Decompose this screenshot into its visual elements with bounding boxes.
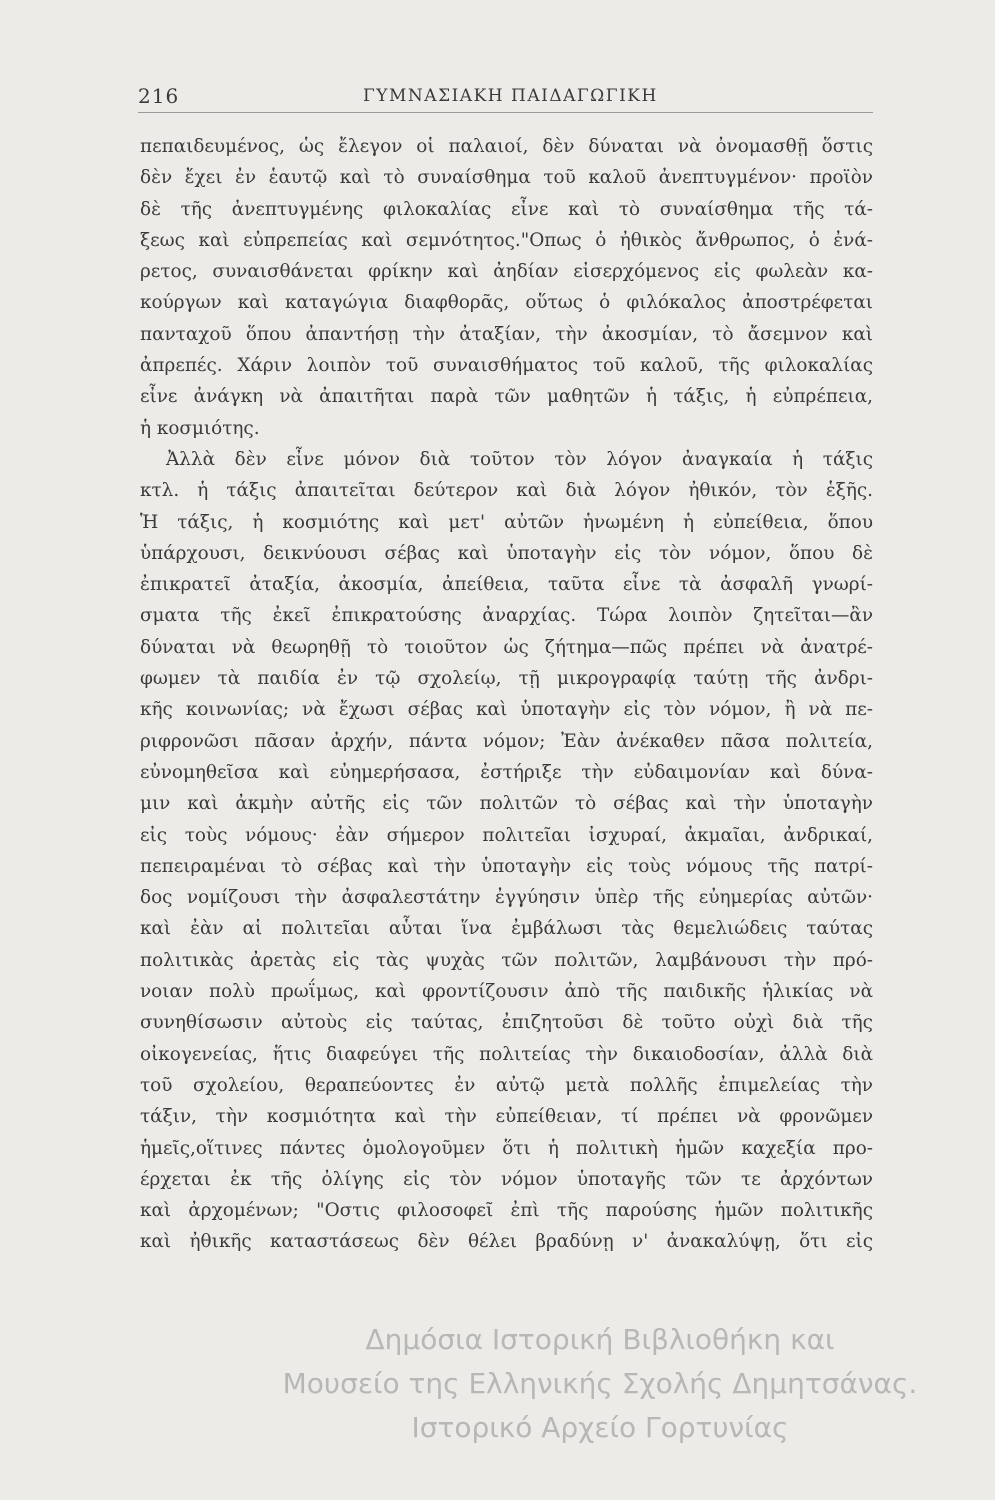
text-line: δὲ τῆς ἀνεπτυγμένης φιλοκαλίας εἶνε καὶ τὸ συναίσθημα τῆς τά- — [140, 198, 873, 220]
watermark-line: Μουσείο της Ελληνικής Σχολής Δημητσάνας. — [282, 1367, 918, 1400]
text-line: εὐνομηθεῖσα καὶ εὐημερήσασα, ἐστήριξε τὴν εὐδαιμονίαν καὶ δύνα- — [140, 761, 873, 783]
text-line: πανταχοῦ ὅπου ἀπαντήσῃ τὴν ἀταξίαν, τὴν ἀκοσμίαν, τὸ ἄσεμνον καὶ — [140, 323, 873, 345]
library-watermark — [220, 1318, 980, 1450]
text-line: Ἡ τάξις, ἡ κοσμιότης καὶ μετ' αὐτῶν ἡνωμένη ἡ εὐπείθεια, ὅπου — [140, 511, 873, 533]
text-line: ἀπρεπές. Χάριν λοιπὸν τοῦ συναισθήματος τοῦ καλοῦ, τῆς φιλοκαλίας — [140, 355, 873, 377]
text-line: έρχεται ἐκ τῆς ὀλίγης εἰς τὸν νόμον ὑποταγῆς τῶν τε ἀρχόντων — [140, 1168, 873, 1190]
text-line: κούργων καὶ καταγώγια διαφθορᾶς, οὕτως ὁ φιλόκαλος ἀποστρέφεται — [140, 292, 873, 314]
watermark-line: Δημόσια Ιστορική Βιβλιοθήκη και — [365, 1323, 835, 1356]
text-line: ἐπικρατεῖ ἀταξία, ἀκοσμία, ἀπείθεια, ταῦτα εἶνε τὰ ἀσφαλῆ γνωρί- — [140, 574, 873, 596]
body-text — [140, 131, 873, 1258]
text-line: εἰς τοὺς νόμους· ἐὰν σήμερον πολιτεῖαι ἰσχυραί, ἀκμαῖαι, ἀνδρικαί, — [140, 824, 873, 846]
text-line: καὶ ἠθικῆς καταστάσεως δὲν θέλει βραδύνῃ ν' ἀνακαλύψῃ, ὅτι εἰς — [140, 1231, 873, 1253]
text-line: φωμεν τὰ παιδία ἐν τῷ σχολείῳ, τῇ μικρογραφίᾳ ταύτῃ τῆς ἀνδρι- — [140, 668, 873, 690]
text-line: κῆς κοινωνίας; νὰ ἔχωσι σέβας καὶ ὑποταγὴν εἰς τὸν νόμον, ἢ νὰ πε- — [140, 699, 873, 721]
text-line: Ἀλλὰ δὲν εἶνε μόνον διὰ τοῦτον τὸν λόγον ἀναγκαία ἡ τάξις — [166, 448, 873, 470]
text-line: οἰκογενείας, ἥτις διαφεύγει τῆς πολιτείας τὴν δικαιοδοσίαν, ἀλλὰ διὰ — [140, 1043, 873, 1065]
text-line: κτλ. ἡ τάξις ἀπαιτεῖται δεύτερον καὶ διὰ λόγον ἠθικόν, τὸν ἑξῆς. — [140, 480, 873, 502]
text-line: ἡμεῖς,οἵτινες πάντες ὁμολογοῦμεν ὅτι ἡ πολιτικὴ ἡμῶν καχεξία προ- — [140, 1137, 873, 1159]
text-line: δος νομίζουσι τὴν ἀσφαλεστάτην ἐγγύησιν ὑπὲρ τῆς εὐημερίας αὐτῶν· — [140, 887, 873, 909]
page-number: 216 — [138, 84, 180, 108]
text-line: τάξιν, τὴν κοσμιότητα καὶ τὴν εὐπείθειαν, τί πρέπει νὰ φρονῶμεν — [140, 1106, 873, 1128]
text-line: ριφρονῶσι πᾶσαν ἀρχήν, πάντα νόμον; Ἐὰν ἀνέκαθεν πᾶσα πολιτεία, — [140, 730, 873, 752]
text-line: τοῦ σχολείου, θεραπεύοντες ἐν αὐτῷ μετὰ πολλῆς ἐπιμελείας τὴν — [140, 1074, 873, 1096]
text-line: καὶ ἀρχομένων; "Οστις φιλοσοφεῖ ἐπὶ τῆς παρούσης ἡμῶν πολιτικῆς — [140, 1200, 873, 1222]
text-line: νοιαν πολὺ πρωΐμως, καὶ φροντίζουσιν ἀπὸ τῆς παιδικῆς ἡλικίας νὰ — [140, 981, 873, 1003]
text-line: καὶ ἐὰν αἱ πολιτεῖαι αὗται ἵνα ἐμβάλωσι τὰς θεμελιώδεις ταύτας — [140, 918, 873, 940]
page-header — [138, 84, 873, 114]
header-rule — [138, 112, 873, 113]
text-line: συνηθίσωσιν αὐτοὺς εἰς ταύτας, ἐπιζητοῦσι δὲ τοῦτο οὐχὶ διὰ τῆς — [140, 1012, 873, 1034]
text-line: πεπαιδευμένος, ὡς ἔλεγον οἱ παλαιοί, δὲν δύναται νὰ ὀνομασθῇ ὅστις — [140, 136, 873, 157]
text-line: πεπειραμέναι τὸ σέβας καὶ τὴν ὑποταγὴν εἰς τοὺς νόμους τῆς πατρί- — [140, 855, 873, 877]
text-line: ἡ κοσμιότης. — [140, 417, 260, 439]
text-line: μιν καὶ ἀκμὴν αὐτῆς εἰς τῶν πολιτῶν τὸ σέβας καὶ τὴν ὑποταγὴν — [140, 793, 873, 815]
text-line: δὲν ἔχει ἐν ἑαυτῷ καὶ τὸ συναίσθημα τοῦ καλοῦ ἀνεπτυγμένον· προϊὸν — [140, 167, 873, 189]
text-line: πολιτικὰς ἀρετὰς εἰς τὰς ψυχὰς τῶν πολιτῶν, λαμβάνουσι τὴν πρό- — [140, 949, 873, 971]
text-line: σματα τῆς ἐκεῖ ἐπικρατούσης ἀναρχίας. Τώρα λοιπὸν ζητεῖται—ἂν — [140, 605, 873, 627]
running-title: ΓΥΜΝΑΣΙΑΚΗ ΠΑΙΔΑΓΩΓΙΚΗ — [363, 86, 658, 106]
text-line: εἶνε ἀνάγκη νὰ ἀπαιτῆται παρὰ τῶν μαθητῶν ἡ τάξις, ἡ εὐπρέπεια, — [140, 386, 873, 408]
text-line: ὑπάρχουσι, δεικνύουσι σέβας καὶ ὑποταγὴν εἰς τὸν νόμον, ὅπου δὲ — [140, 542, 873, 564]
watermark-line: Ιστορικό Αρχείο Γορτυνίας — [411, 1411, 789, 1444]
text-line: ξεως καὶ εὐπρεπείας καὶ σεμνότητος."Οπως ὁ ἠθικὸς ἄνθρωπος, ὁ ἐνά- — [140, 229, 873, 251]
text-line: ρετος, συναισθάνεται φρίκην καὶ ἀηδίαν εἰσερχόμενος εἰς φωλεὰν κα- — [140, 261, 873, 283]
text-line: δύναται νὰ θεωρηθῇ τὸ τοιοῦτον ὡς ζήτημα—πῶς πρέπει νὰ ἀνατρέ- — [140, 636, 873, 658]
